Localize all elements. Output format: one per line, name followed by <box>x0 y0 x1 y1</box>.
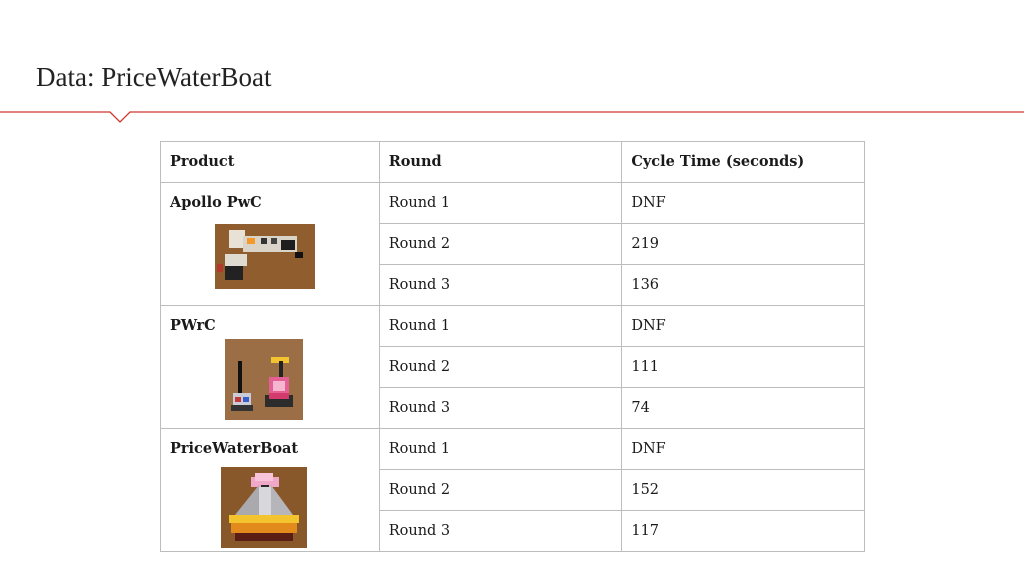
header-cycle-time: Cycle Time (seconds) <box>622 142 865 183</box>
cycle-time-table <box>160 141 865 552</box>
product-name: PriceWaterBoat <box>170 440 299 457</box>
table-row <box>161 429 865 470</box>
header-round: Round <box>379 142 622 183</box>
header-product: Product <box>161 142 380 183</box>
round-cell: Round 3 <box>379 388 622 429</box>
cycle-time-cell: 136 <box>622 265 865 306</box>
table-header-row <box>161 142 865 183</box>
apollo-pwc-photo <box>215 224 315 289</box>
table-row <box>161 183 865 224</box>
product-cell-apollo <box>161 183 380 306</box>
slide-title: Data: PriceWaterBoat <box>36 62 272 92</box>
cycle-time-cell: DNF <box>622 429 865 470</box>
cycle-time-cell: 219 <box>622 224 865 265</box>
product-name: PWrC <box>170 317 216 334</box>
cycle-time-cell: 117 <box>622 511 865 552</box>
cycle-time-cell: 152 <box>622 470 865 511</box>
pricewaterboat-photo <box>221 467 307 548</box>
round-cell: Round 2 <box>379 224 622 265</box>
round-cell: Round 3 <box>379 511 622 552</box>
table-row <box>161 306 865 347</box>
round-cell: Round 1 <box>379 183 622 224</box>
round-cell: Round 2 <box>379 470 622 511</box>
round-cell: Round 3 <box>379 265 622 306</box>
round-cell: Round 1 <box>379 306 622 347</box>
cycle-time-cell: DNF <box>622 183 865 224</box>
round-cell: Round 1 <box>379 429 622 470</box>
product-cell-pricewaterboat <box>161 429 380 552</box>
round-cell: Round 2 <box>379 347 622 388</box>
cycle-time-cell: DNF <box>622 306 865 347</box>
product-cell-pwrc <box>161 306 380 429</box>
pwrc-photo <box>225 339 303 420</box>
cycle-time-cell: 74 <box>622 388 865 429</box>
product-name: Apollo PwC <box>170 194 262 211</box>
cycle-time-cell: 111 <box>622 347 865 388</box>
title-divider <box>0 111 1024 129</box>
